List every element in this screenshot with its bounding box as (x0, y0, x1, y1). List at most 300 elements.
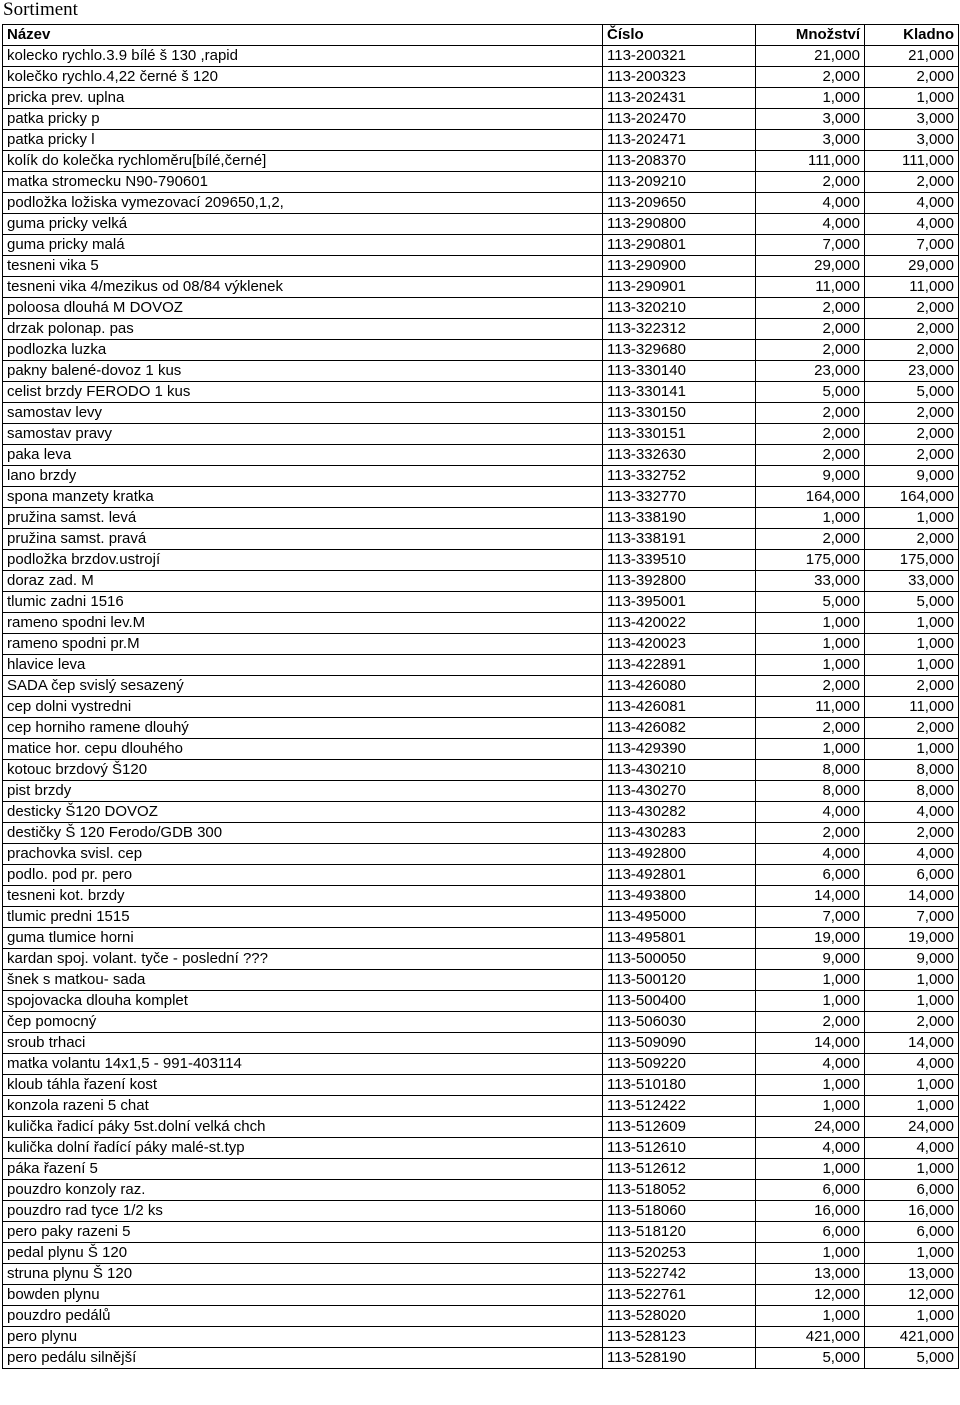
cell-number: 113-510180 (603, 1075, 756, 1096)
cell-quantity: 21,000 (756, 46, 865, 67)
cell-quantity: 8,000 (756, 760, 865, 781)
cell-number: 113-202431 (603, 88, 756, 109)
cell-quantity: 175,000 (756, 550, 865, 571)
cell-name: spojovacka dlouha komplet (3, 991, 603, 1012)
cell-quantity: 1,000 (756, 739, 865, 760)
cell-number: 113-392800 (603, 571, 756, 592)
cell-quantity: 2,000 (756, 319, 865, 340)
cell-number: 113-522742 (603, 1264, 756, 1285)
cell-name: podlo. pod pr. pero (3, 865, 603, 886)
table-row (3, 991, 959, 1012)
cell-quantity: 2,000 (756, 1012, 865, 1033)
cell-kladno: 19,000 (865, 928, 959, 949)
cell-name: šnek s matkou- sada (3, 970, 603, 991)
cell-number: 113-528190 (603, 1348, 756, 1369)
cell-number: 113-420022 (603, 613, 756, 634)
cell-number: 113-330141 (603, 382, 756, 403)
table-row (3, 46, 959, 67)
table-row (3, 1054, 959, 1075)
cell-number: 113-209650 (603, 193, 756, 214)
cell-quantity: 1,000 (756, 613, 865, 634)
cell-kladno: 2,000 (865, 67, 959, 88)
cell-name: guma tlumice horni (3, 928, 603, 949)
cell-name: struna plynu Š 120 (3, 1264, 603, 1285)
table-row (3, 613, 959, 634)
cell-number: 113-512422 (603, 1096, 756, 1117)
cell-kladno: 1,000 (865, 88, 959, 109)
cell-quantity: 1,000 (756, 1096, 865, 1117)
table-row (3, 256, 959, 277)
cell-quantity: 421,000 (756, 1327, 865, 1348)
cell-kladno: 9,000 (865, 949, 959, 970)
cell-kladno: 2,000 (865, 529, 959, 550)
cell-number: 113-430283 (603, 823, 756, 844)
cell-quantity: 6,000 (756, 865, 865, 886)
table-row (3, 1243, 959, 1264)
cell-number: 113-520253 (603, 1243, 756, 1264)
cell-quantity: 3,000 (756, 130, 865, 151)
table-row (3, 1306, 959, 1327)
cell-kladno: 7,000 (865, 235, 959, 256)
cell-name: tesneni kot. brzdy (3, 886, 603, 907)
table-row (3, 823, 959, 844)
cell-number: 113-430282 (603, 802, 756, 823)
table-row (3, 382, 959, 403)
cell-name: prachovka svisl. cep (3, 844, 603, 865)
cell-number: 113-500400 (603, 991, 756, 1012)
table-row (3, 760, 959, 781)
cell-name: pouzdro konzoly raz. (3, 1180, 603, 1201)
cell-quantity: 2,000 (756, 340, 865, 361)
cell-name: páka řazení 5 (3, 1159, 603, 1180)
cell-number: 113-500120 (603, 970, 756, 991)
cell-name: patka pricky p (3, 109, 603, 130)
cell-quantity: 2,000 (756, 172, 865, 193)
cell-kladno: 2,000 (865, 319, 959, 340)
cell-quantity: 33,000 (756, 571, 865, 592)
cell-number: 113-200323 (603, 67, 756, 88)
cell-number: 113-509220 (603, 1054, 756, 1075)
table-row (3, 1159, 959, 1180)
cell-kladno: 16,000 (865, 1201, 959, 1222)
cell-quantity: 2,000 (756, 718, 865, 739)
cell-name: poloosa dlouhá M DOVOZ (3, 298, 603, 319)
cell-quantity: 13,000 (756, 1264, 865, 1285)
cell-number: 113-338190 (603, 508, 756, 529)
cell-name: pricka prev. uplna (3, 88, 603, 109)
cell-quantity: 3,000 (756, 109, 865, 130)
cell-name: matka stromecku N90-790601 (3, 172, 603, 193)
table-row (3, 802, 959, 823)
cell-kladno: 5,000 (865, 382, 959, 403)
cell-kladno: 6,000 (865, 1222, 959, 1243)
cell-name: matice hor. cepu dlouhého (3, 739, 603, 760)
cell-name: samostav pravy (3, 424, 603, 445)
cell-quantity: 2,000 (756, 823, 865, 844)
cell-number: 113-528020 (603, 1306, 756, 1327)
table-row (3, 865, 959, 886)
cell-quantity: 1,000 (756, 634, 865, 655)
table-row (3, 1264, 959, 1285)
cell-name: celist brzdy FERODO 1 kus (3, 382, 603, 403)
cell-name: hlavice leva (3, 655, 603, 676)
cell-number: 113-495000 (603, 907, 756, 928)
table-row (3, 844, 959, 865)
cell-kladno: 4,000 (865, 802, 959, 823)
table-row (3, 571, 959, 592)
table-row (3, 193, 959, 214)
cell-name: drzak polonap. pas (3, 319, 603, 340)
cell-number: 113-200321 (603, 46, 756, 67)
table-row (3, 298, 959, 319)
cell-number: 113-512609 (603, 1117, 756, 1138)
table-row (3, 1117, 959, 1138)
cell-kladno: 4,000 (865, 844, 959, 865)
cell-quantity: 4,000 (756, 214, 865, 235)
cell-kladno: 1,000 (865, 634, 959, 655)
cell-number: 113-512612 (603, 1159, 756, 1180)
cell-name: samostav levy (3, 403, 603, 424)
cell-kladno: 2,000 (865, 1012, 959, 1033)
table-row (3, 697, 959, 718)
cell-quantity: 2,000 (756, 529, 865, 550)
cell-quantity: 11,000 (756, 697, 865, 718)
cell-number: 113-509090 (603, 1033, 756, 1054)
table-row (3, 214, 959, 235)
cell-number: 113-518120 (603, 1222, 756, 1243)
table-row (3, 1327, 959, 1348)
table-row (3, 1222, 959, 1243)
cell-quantity: 29,000 (756, 256, 865, 277)
cell-quantity: 2,000 (756, 424, 865, 445)
cell-quantity: 2,000 (756, 445, 865, 466)
cell-quantity: 1,000 (756, 991, 865, 1012)
table-row (3, 1033, 959, 1054)
cell-quantity: 4,000 (756, 193, 865, 214)
table-row (3, 1201, 959, 1222)
cell-quantity: 1,000 (756, 88, 865, 109)
cell-quantity: 164,000 (756, 487, 865, 508)
table-row (3, 361, 959, 382)
cell-number: 113-320210 (603, 298, 756, 319)
cell-number: 113-209210 (603, 172, 756, 193)
cell-number: 113-202470 (603, 109, 756, 130)
cell-quantity: 4,000 (756, 1138, 865, 1159)
cell-quantity: 16,000 (756, 1201, 865, 1222)
cell-quantity: 5,000 (756, 1348, 865, 1369)
cell-name: kolecko rychlo.3.9 bílé š 130 ,rapid (3, 46, 603, 67)
cell-number: 113-338191 (603, 529, 756, 550)
cell-number: 113-332630 (603, 445, 756, 466)
cell-quantity: 5,000 (756, 382, 865, 403)
cell-quantity: 14,000 (756, 1033, 865, 1054)
cell-name: tlumic zadni 1516 (3, 592, 603, 613)
table-row (3, 592, 959, 613)
cell-quantity: 9,000 (756, 466, 865, 487)
cell-quantity: 5,000 (756, 592, 865, 613)
cell-name: čep pomocný (3, 1012, 603, 1033)
cell-kladno: 2,000 (865, 172, 959, 193)
cell-kladno: 2,000 (865, 424, 959, 445)
table-row (3, 655, 959, 676)
cell-kladno: 1,000 (865, 739, 959, 760)
cell-quantity: 6,000 (756, 1222, 865, 1243)
cell-kladno: 4,000 (865, 193, 959, 214)
cell-quantity: 2,000 (756, 67, 865, 88)
cell-number: 113-290900 (603, 256, 756, 277)
cell-number: 113-495801 (603, 928, 756, 949)
cell-name: pedal plynu Š 120 (3, 1243, 603, 1264)
cell-name: pist brzdy (3, 781, 603, 802)
cell-kladno: 2,000 (865, 445, 959, 466)
cell-quantity: 23,000 (756, 361, 865, 382)
cell-kladno: 24,000 (865, 1117, 959, 1138)
cell-number: 113-518052 (603, 1180, 756, 1201)
cell-name: kulička řadicí páky 5st.dolní velká chch (3, 1117, 603, 1138)
cell-quantity: 2,000 (756, 298, 865, 319)
cell-quantity: 2,000 (756, 403, 865, 424)
cell-quantity: 1,000 (756, 1243, 865, 1264)
cell-name: kolík do kolečka rychloměru[bílé,černé] (3, 151, 603, 172)
cell-name: doraz zad. M (3, 571, 603, 592)
cell-number: 113-493800 (603, 886, 756, 907)
cell-kladno: 2,000 (865, 298, 959, 319)
cell-kladno: 421,000 (865, 1327, 959, 1348)
cell-quantity: 111,000 (756, 151, 865, 172)
cell-number: 113-290801 (603, 235, 756, 256)
cell-kladno: 3,000 (865, 109, 959, 130)
cell-kladno: 14,000 (865, 1033, 959, 1054)
table-row (3, 529, 959, 550)
cell-kladno: 5,000 (865, 592, 959, 613)
table-row (3, 130, 959, 151)
cell-quantity: 1,000 (756, 1306, 865, 1327)
cell-name: rameno spodni lev.M (3, 613, 603, 634)
cell-kladno: 5,000 (865, 1348, 959, 1369)
cell-name: cep horniho ramene dlouhý (3, 718, 603, 739)
cell-number: 113-290800 (603, 214, 756, 235)
cell-name: SADA čep svislý sesazený (3, 676, 603, 697)
cell-name: pero plynu (3, 1327, 603, 1348)
cell-number: 113-322312 (603, 319, 756, 340)
table-row (3, 1012, 959, 1033)
cell-quantity: 4,000 (756, 802, 865, 823)
cell-name: destičky Š 120 Ferodo/GDB 300 (3, 823, 603, 844)
cell-number: 113-422891 (603, 655, 756, 676)
cell-name: bowden plynu (3, 1285, 603, 1306)
page-title: Sortiment (3, 0, 78, 20)
table-row (3, 277, 959, 298)
cell-name: pružina samst. levá (3, 508, 603, 529)
cell-name: konzola razeni 5 chat (3, 1096, 603, 1117)
cell-number: 113-429390 (603, 739, 756, 760)
cell-quantity: 1,000 (756, 1075, 865, 1096)
cell-kladno: 6,000 (865, 1180, 959, 1201)
cell-kladno: 1,000 (865, 1096, 959, 1117)
cell-quantity: 1,000 (756, 655, 865, 676)
cell-kladno: 33,000 (865, 571, 959, 592)
cell-name: podložka brzdov.ustrojí (3, 550, 603, 571)
cell-number: 113-202471 (603, 130, 756, 151)
column-header-kladno: Kladno (865, 25, 959, 46)
cell-number: 113-426082 (603, 718, 756, 739)
table-row (3, 949, 959, 970)
cell-kladno: 1,000 (865, 970, 959, 991)
cell-name: pouzdro pedálů (3, 1306, 603, 1327)
cell-kladno: 1,000 (865, 655, 959, 676)
cell-kladno: 23,000 (865, 361, 959, 382)
cell-number: 113-330150 (603, 403, 756, 424)
cell-kladno: 6,000 (865, 865, 959, 886)
table-body (3, 46, 959, 1369)
table-row (3, 487, 959, 508)
cell-kladno: 1,000 (865, 1075, 959, 1096)
cell-kladno: 7,000 (865, 907, 959, 928)
cell-name: pero paky razeni 5 (3, 1222, 603, 1243)
cell-name: kolečko rychlo.4,22 černé š 120 (3, 67, 603, 88)
table-row (3, 928, 959, 949)
cell-kladno: 12,000 (865, 1285, 959, 1306)
cell-name: pružina samst. pravá (3, 529, 603, 550)
cell-kladno: 1,000 (865, 508, 959, 529)
cell-quantity: 2,000 (756, 676, 865, 697)
cell-kladno: 4,000 (865, 1138, 959, 1159)
cell-number: 113-506030 (603, 1012, 756, 1033)
cell-name: podložka ložiska vymezovací 209650,1,2, (3, 193, 603, 214)
cell-number: 113-492801 (603, 865, 756, 886)
cell-name: spona manzety kratka (3, 487, 603, 508)
cell-name: sroub trhaci (3, 1033, 603, 1054)
cell-kladno: 11,000 (865, 697, 959, 718)
cell-name: kloub táhla řazení kost (3, 1075, 603, 1096)
cell-name: guma pricky velká (3, 214, 603, 235)
cell-quantity: 12,000 (756, 1285, 865, 1306)
cell-kladno: 21,000 (865, 46, 959, 67)
table-row (3, 403, 959, 424)
cell-kladno: 13,000 (865, 1264, 959, 1285)
cell-number: 113-426080 (603, 676, 756, 697)
cell-name: podlozka luzka (3, 340, 603, 361)
cell-number: 113-430270 (603, 781, 756, 802)
cell-kladno: 1,000 (865, 1159, 959, 1180)
cell-kladno: 2,000 (865, 403, 959, 424)
table-row (3, 151, 959, 172)
cell-quantity: 9,000 (756, 949, 865, 970)
column-header-number: Číslo (603, 25, 756, 46)
cell-name: matka volantu 14x1,5 - 991-403114 (3, 1054, 603, 1075)
cell-number: 113-518060 (603, 1201, 756, 1222)
cell-quantity: 19,000 (756, 928, 865, 949)
table-row (3, 1348, 959, 1369)
cell-kladno: 175,000 (865, 550, 959, 571)
table-row (3, 634, 959, 655)
cell-kladno: 1,000 (865, 1243, 959, 1264)
cell-quantity: 1,000 (756, 508, 865, 529)
column-header-quantity: Množství (756, 25, 865, 46)
cell-number: 113-522761 (603, 1285, 756, 1306)
table-row (3, 88, 959, 109)
cell-kladno: 8,000 (865, 760, 959, 781)
cell-name: tlumic predni 1515 (3, 907, 603, 928)
cell-kladno: 29,000 (865, 256, 959, 277)
cell-quantity: 7,000 (756, 235, 865, 256)
table-row (3, 970, 959, 991)
cell-quantity: 4,000 (756, 1054, 865, 1075)
cell-name: kardan spoj. volant. tyče - poslední ??? (3, 949, 603, 970)
cell-kladno: 14,000 (865, 886, 959, 907)
cell-name: pakny balené-dovoz 1 kus (3, 361, 603, 382)
table-row (3, 172, 959, 193)
table-row (3, 550, 959, 571)
table-row (3, 340, 959, 361)
cell-kladno: 1,000 (865, 991, 959, 1012)
cell-quantity: 14,000 (756, 886, 865, 907)
cell-kladno: 2,000 (865, 340, 959, 361)
cell-name: patka pricky l (3, 130, 603, 151)
cell-quantity: 1,000 (756, 1159, 865, 1180)
table-row (3, 907, 959, 928)
cell-number: 113-430210 (603, 760, 756, 781)
cell-number: 113-500050 (603, 949, 756, 970)
table-row (3, 1138, 959, 1159)
cell-number: 113-492800 (603, 844, 756, 865)
cell-kladno: 164,000 (865, 487, 959, 508)
cell-number: 113-332752 (603, 466, 756, 487)
cell-number: 113-339510 (603, 550, 756, 571)
cell-number: 113-420023 (603, 634, 756, 655)
cell-name: tesneni vika 5 (3, 256, 603, 277)
cell-quantity: 8,000 (756, 781, 865, 802)
column-header-name: Název (3, 25, 603, 46)
cell-name: kotouc brzdový Š120 (3, 760, 603, 781)
cell-quantity: 7,000 (756, 907, 865, 928)
cell-kladno: 2,000 (865, 823, 959, 844)
cell-name: pero pedálu silnější (3, 1348, 603, 1369)
cell-kladno: 1,000 (865, 613, 959, 634)
table-header-row (3, 25, 959, 46)
table-row (3, 235, 959, 256)
cell-name: lano brzdy (3, 466, 603, 487)
table-row (3, 781, 959, 802)
cell-quantity: 1,000 (756, 970, 865, 991)
table-row (3, 1180, 959, 1201)
cell-kladno: 4,000 (865, 1054, 959, 1075)
cell-number: 113-512610 (603, 1138, 756, 1159)
table-row (3, 886, 959, 907)
table-row (3, 67, 959, 88)
table-row (3, 466, 959, 487)
cell-number: 113-426081 (603, 697, 756, 718)
cell-kladno: 9,000 (865, 466, 959, 487)
cell-number: 113-330151 (603, 424, 756, 445)
sortiment-table (2, 24, 959, 1369)
cell-number: 113-208370 (603, 151, 756, 172)
cell-name: tesneni vika 4/mezikus od 08/84 výklenek (3, 277, 603, 298)
cell-quantity: 11,000 (756, 277, 865, 298)
cell-number: 113-395001 (603, 592, 756, 613)
cell-kladno: 3,000 (865, 130, 959, 151)
cell-kladno: 8,000 (865, 781, 959, 802)
cell-name: rameno spodni pr.M (3, 634, 603, 655)
cell-kladno: 11,000 (865, 277, 959, 298)
cell-name: cep dolni vystredni (3, 697, 603, 718)
cell-number: 113-329680 (603, 340, 756, 361)
cell-name: paka leva (3, 445, 603, 466)
cell-kladno: 2,000 (865, 676, 959, 697)
cell-kladno: 1,000 (865, 1306, 959, 1327)
table-row (3, 109, 959, 130)
cell-name: guma pricky malá (3, 235, 603, 256)
